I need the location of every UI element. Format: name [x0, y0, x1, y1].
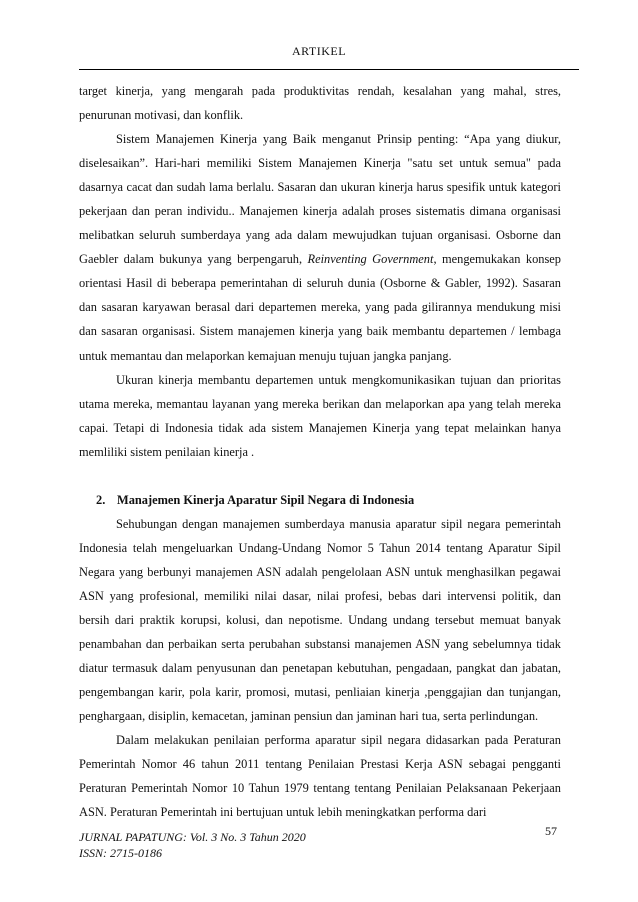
page-footer — [79, 824, 561, 861]
paragraph-1: target kinerja, yang mengarah pada produktivitas rendah, kesalahan yang mahal, stres, penurunan motivasi, dan konflik. — [79, 84, 561, 123]
paragraph-3: Ukuran kinerja membantu departemen untuk mengkomunikasikan tujuan dan prioritas utama mereka, memantau layanan yang mereka berikan dan melaporkan apa yang telah mereka capai. Tetapi di Indonesia tidak ada sistem Manajemen Kinerja yang tepat melainkan hanya memliliki sistem penilaian kinerja . — [79, 372, 561, 459]
running-header — [0, 44, 638, 59]
page-number: 57 — [545, 824, 557, 838]
paragraph-4: Sehubungan dengan manajemen sumberdaya manusia aparatur sipil negara pemerintah Indonesia telah mengeluarkan Undang-Undang Nomor 5 Tahun 2014 tentang Aparatur Sipil Negara yang berbunyi manajemen ASN adalah pengelolaan ASN untuk menghasilkan pegawai ASN yang profesional, memiliki nilai dasar, nilai profesi, bebas dari intervensi politik, dan bersih dari praktik korupsi, kolusi, dan nepotisme. Undang undang tersebut memuat banyak penambahan dan perbaikan serta perubahan substansi manajemen ASN yang sebelumnya tidak diatur termasuk dalam penyusunan dan penetapan kebutuhan, pengadaan, pangkat dan jabatan, pengembangan karir, pola karir, promosi, mutasi, penliaian kinerja ,penggajian dan tunjangan, penghargaan, disiplin, kemacetan, jaminan pensiun dan jaminan hari tua, serta perlindungan. — [79, 516, 561, 724]
article-body — [79, 79, 561, 824]
book-title-italic: Reinventing Government — [307, 252, 434, 267]
section-title: Manajemen Kinerja Aparatur Sipil Negara di Indonesia — [117, 492, 415, 507]
journal-name: JURNAL PAPATUNG: Vol. 3 No. 3 Tahun 2020 — [79, 830, 306, 844]
section-heading — [79, 488, 561, 512]
paragraph-2 — [79, 127, 561, 367]
paragraph-5: Dalam melakukan penilaian performa aparatur sipil negara didasarkan pada Peraturan Pemerintah Nomor 46 tahun 2011 tentang Penilaian Prestasi Kerja ASN sebagai pengganti Peraturan Pemerintah Nomor 10 Tahun 1979 tentang tentang Penilaian Pelaksanaan Pekerjaan ASN. Peraturan Pemerintah ini bertujuan untuk lebih meningkatkan performa dari — [79, 733, 561, 820]
section-number: 2. — [96, 492, 106, 507]
header-rule — [79, 69, 579, 70]
journal-issn: ISSN: 2715-0186 — [79, 846, 162, 860]
header-title: ARTIKEL — [291, 44, 347, 58]
paragraph-2-text-b: , mengemukakan konsep orientasi Hasil di beberapa pemerintahan di seluruh dunia (Osborne & Gabler, 1992). Sasaran dan sasaran karyawan berasal dari departemen mereka, yang pada gilirannya mendukung misi dan sasaran organisasi. Sistem manajemen kinerja yang baik membantu departemen / lembaga untuk memantau dan melaporkan kemajuan menuju tujuan jangka panjang. — [79, 252, 561, 363]
paragraph-2-text-a: Sistem Manajemen Kinerja yang Baik menganut Prinsip penting: “Apa yang diukur, diselesaikan”. Hari-hari memiliki Sistem Manajemen Kinerja "satu set untuk semua" pada dasarnya cacat dan sudah lama berlalu. Sasaran dan ukuran kinerja harus spesifik untuk kategori pekerjaan dan peran individu.. Manajemen kinerja adalah proses sistematis dimana organisasi melibatkan seluruh sumberdaya yang ada dalam mewujudkan tujuan organisasi. Osborne dan Gaebler dalam bukunya yang berpengaruh, — [79, 132, 561, 267]
